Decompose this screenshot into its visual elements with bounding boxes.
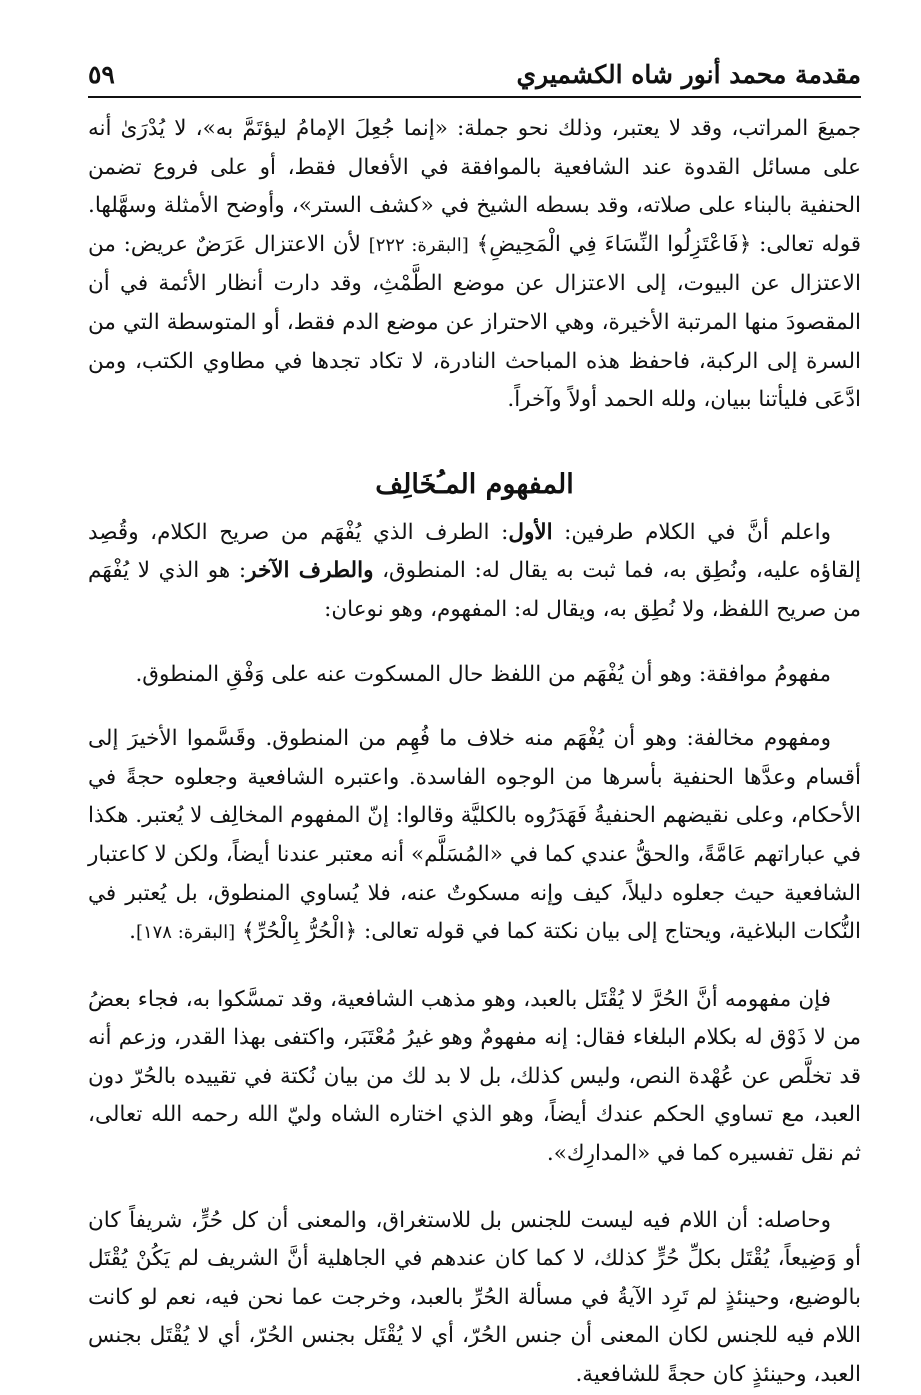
paragraph-1-text-a: جميعَ المراتب، وقد لا يعتبر، وذلك نحو جملة: «إنما جُعِلَ الإمامُ ليؤتَمَّ به»، لا يُدْرَىٰ أنه على مسائل القدوة عند الشافعية بالموافقة في الأفعال فقط، أو على فروع تضمن الحنفية بالبناء على صلاته، وقد بسطه الشيخ في «كشف الستر»، وأوضح الأمثلة وسهَّلها. قوله تعالى: xyxy=(88,116,861,257)
verse-reference: [البقرة: ٢٢٢] xyxy=(368,234,469,256)
section-title: المفهوم المـُخَالِف xyxy=(375,468,574,500)
term-second: والطرف الآخر xyxy=(246,558,374,584)
paragraph-2 xyxy=(88,514,861,630)
paragraph-4-text-a: ومفهوم مخالفة: وهو أن يُفْهَم منه خلاف ما فُهِم من المنطوق. وقَسَّموا الأخيرَ إلى أقسام وعدَّها الحنفية بأسرها من الوجوه الفاسدة. واعتبره الشافعية وجعلوه حجةً في الأحكام، وعلى نقيضهم الحنفيةُ فَهَدَرُوه بالكليَّة وقالوا: إنّ المفهوم المخالِف لا يُعتبر. هكذا في عباراتهم عَامَّةً، والحقُّ عندي كما في «المُسَلَّم» أنه معتبر عندنا أيضاً، ولكن لا كاعتبار الشافعية حيث جعلوه دليلاً، كيف وإنه مسكوتٌ عنه، فلا يُساوي المنطوق، بل يُعتبر في النُّكات البلاغية، ويحتاج إلى بيان نكتة كما في قوله تعالى: xyxy=(87,726,861,945)
quran-verse: ﴿فَاعْتَزِلُوا النِّسَاءَ فِي الْمَحِيضِ﴾ xyxy=(476,231,752,257)
term-first: الأول xyxy=(508,519,553,545)
paragraph-2-text-a: واعلم أنَّ في الكلام طرفين: xyxy=(552,519,831,545)
paragraph-6: وحاصله: أن اللام فيه ليست للجنس بل للاستغراق، والمعنى أن كل حُرٍّ، شريفاً كان أو وَضِيعاً، يُقْتَل بكلِّ حُرٍّ كذلك، لا كما كان عندهم في الجاهلية أنَّ الشريف لم يَكُنْ يُقْتَل بالوضيع، وحينئذٍ لم تَرِد الآيةُ في مسألة الحُرِّ بالعبد، وخرجت عما نحن فيه، نعم لو كانت اللام فيه للجنس لكان المعنى أن جنس الحُرّ، أي لا يُقْتَل بجنس الحُرّ، أي لا يُقْتَل بجنس العبد، وحينئذٍ كان حجةً للشافعية. xyxy=(88,1207,861,1388)
paragraph-1 xyxy=(88,110,861,420)
paragraph-1-text-b: لأن الاعتزال عَرَضٌ عريض: من الاعتزال عن البيوت، إلى الاعتزال عن موضع الطَّمْثِ، وقد دارت أنظار الأئمة في أن المقصودَ منها المرتبة الأخيرة، وهي الاحتراز عن موضع الدم فقط، أو المتوسطة التي من السرة إلى الركبة، فاحفظ هذه المباحث النادرة، لا تكاد تجدها في مطاوي الكتب، ومن ادَّعَى فليأتنا ببيان، ولله الحمد أولاً وآخراً. xyxy=(88,231,861,413)
spacer xyxy=(88,953,861,981)
spacer xyxy=(88,1174,861,1202)
spacer xyxy=(88,694,861,720)
page-number: ٥٩ xyxy=(88,59,115,89)
spacer xyxy=(88,630,861,656)
running-title: مقدمة محمد أنور شاه الكشميري xyxy=(516,59,861,89)
quran-verse: ﴿الْحُرُّ بِالْحُرِّ﴾ xyxy=(242,919,358,945)
paragraph-4-text-b: . xyxy=(129,919,136,945)
paragraph-2-text-c: : هو الذي لا يُفْهَم من صريح اللفظ، ولا نُطِق به، ويقال له: المفهوم، وهو نوعان: xyxy=(88,558,861,622)
paragraph-4 xyxy=(88,720,861,953)
page-header xyxy=(88,52,861,96)
verse-reference: [البقرة: ١٧٨] xyxy=(135,922,236,944)
paragraph-2-text-b: : الطرف الذي يُفْهَم من صريح الكلام، وقُصِد إلقاؤه عليه، ونُطِق به، فما ثبت به يقال له: المنطوق، xyxy=(88,519,861,584)
paragraph-3: مفهومُ موافقة: وهو أن يُفْهَم من اللفظ حال المسكوت عنه على وَفْقِ المنطوق. xyxy=(135,661,831,687)
body-text xyxy=(88,110,861,1395)
header-rule xyxy=(88,96,861,98)
paragraph-5: فإن مفهومه أنَّ الحُرَّ لا يُقْتَل بالعبد، وهو مذهب الشافعية، وقد تمسَّكوا به، فجاء بعضُ من لا ذَوْق له بكلام البلغاء فقال: إنه مفهومٌ وهو غيرُ مُعْتَبَر، واكتفى بهذا القدر، وزعم أنه قد تخلَّص عن عُهْدة النص، وليس كذلك، بل لا بد لك من بيان نُكتة في تقييده بالحُرّ دون العبد، مع تساوي الحكم عندك أيضاً، وهو الذي اختاره الشاه وليّ الله رحمه الله تعالى، ثم نقل تفسيره كما في «المدارِك». xyxy=(88,986,861,1167)
